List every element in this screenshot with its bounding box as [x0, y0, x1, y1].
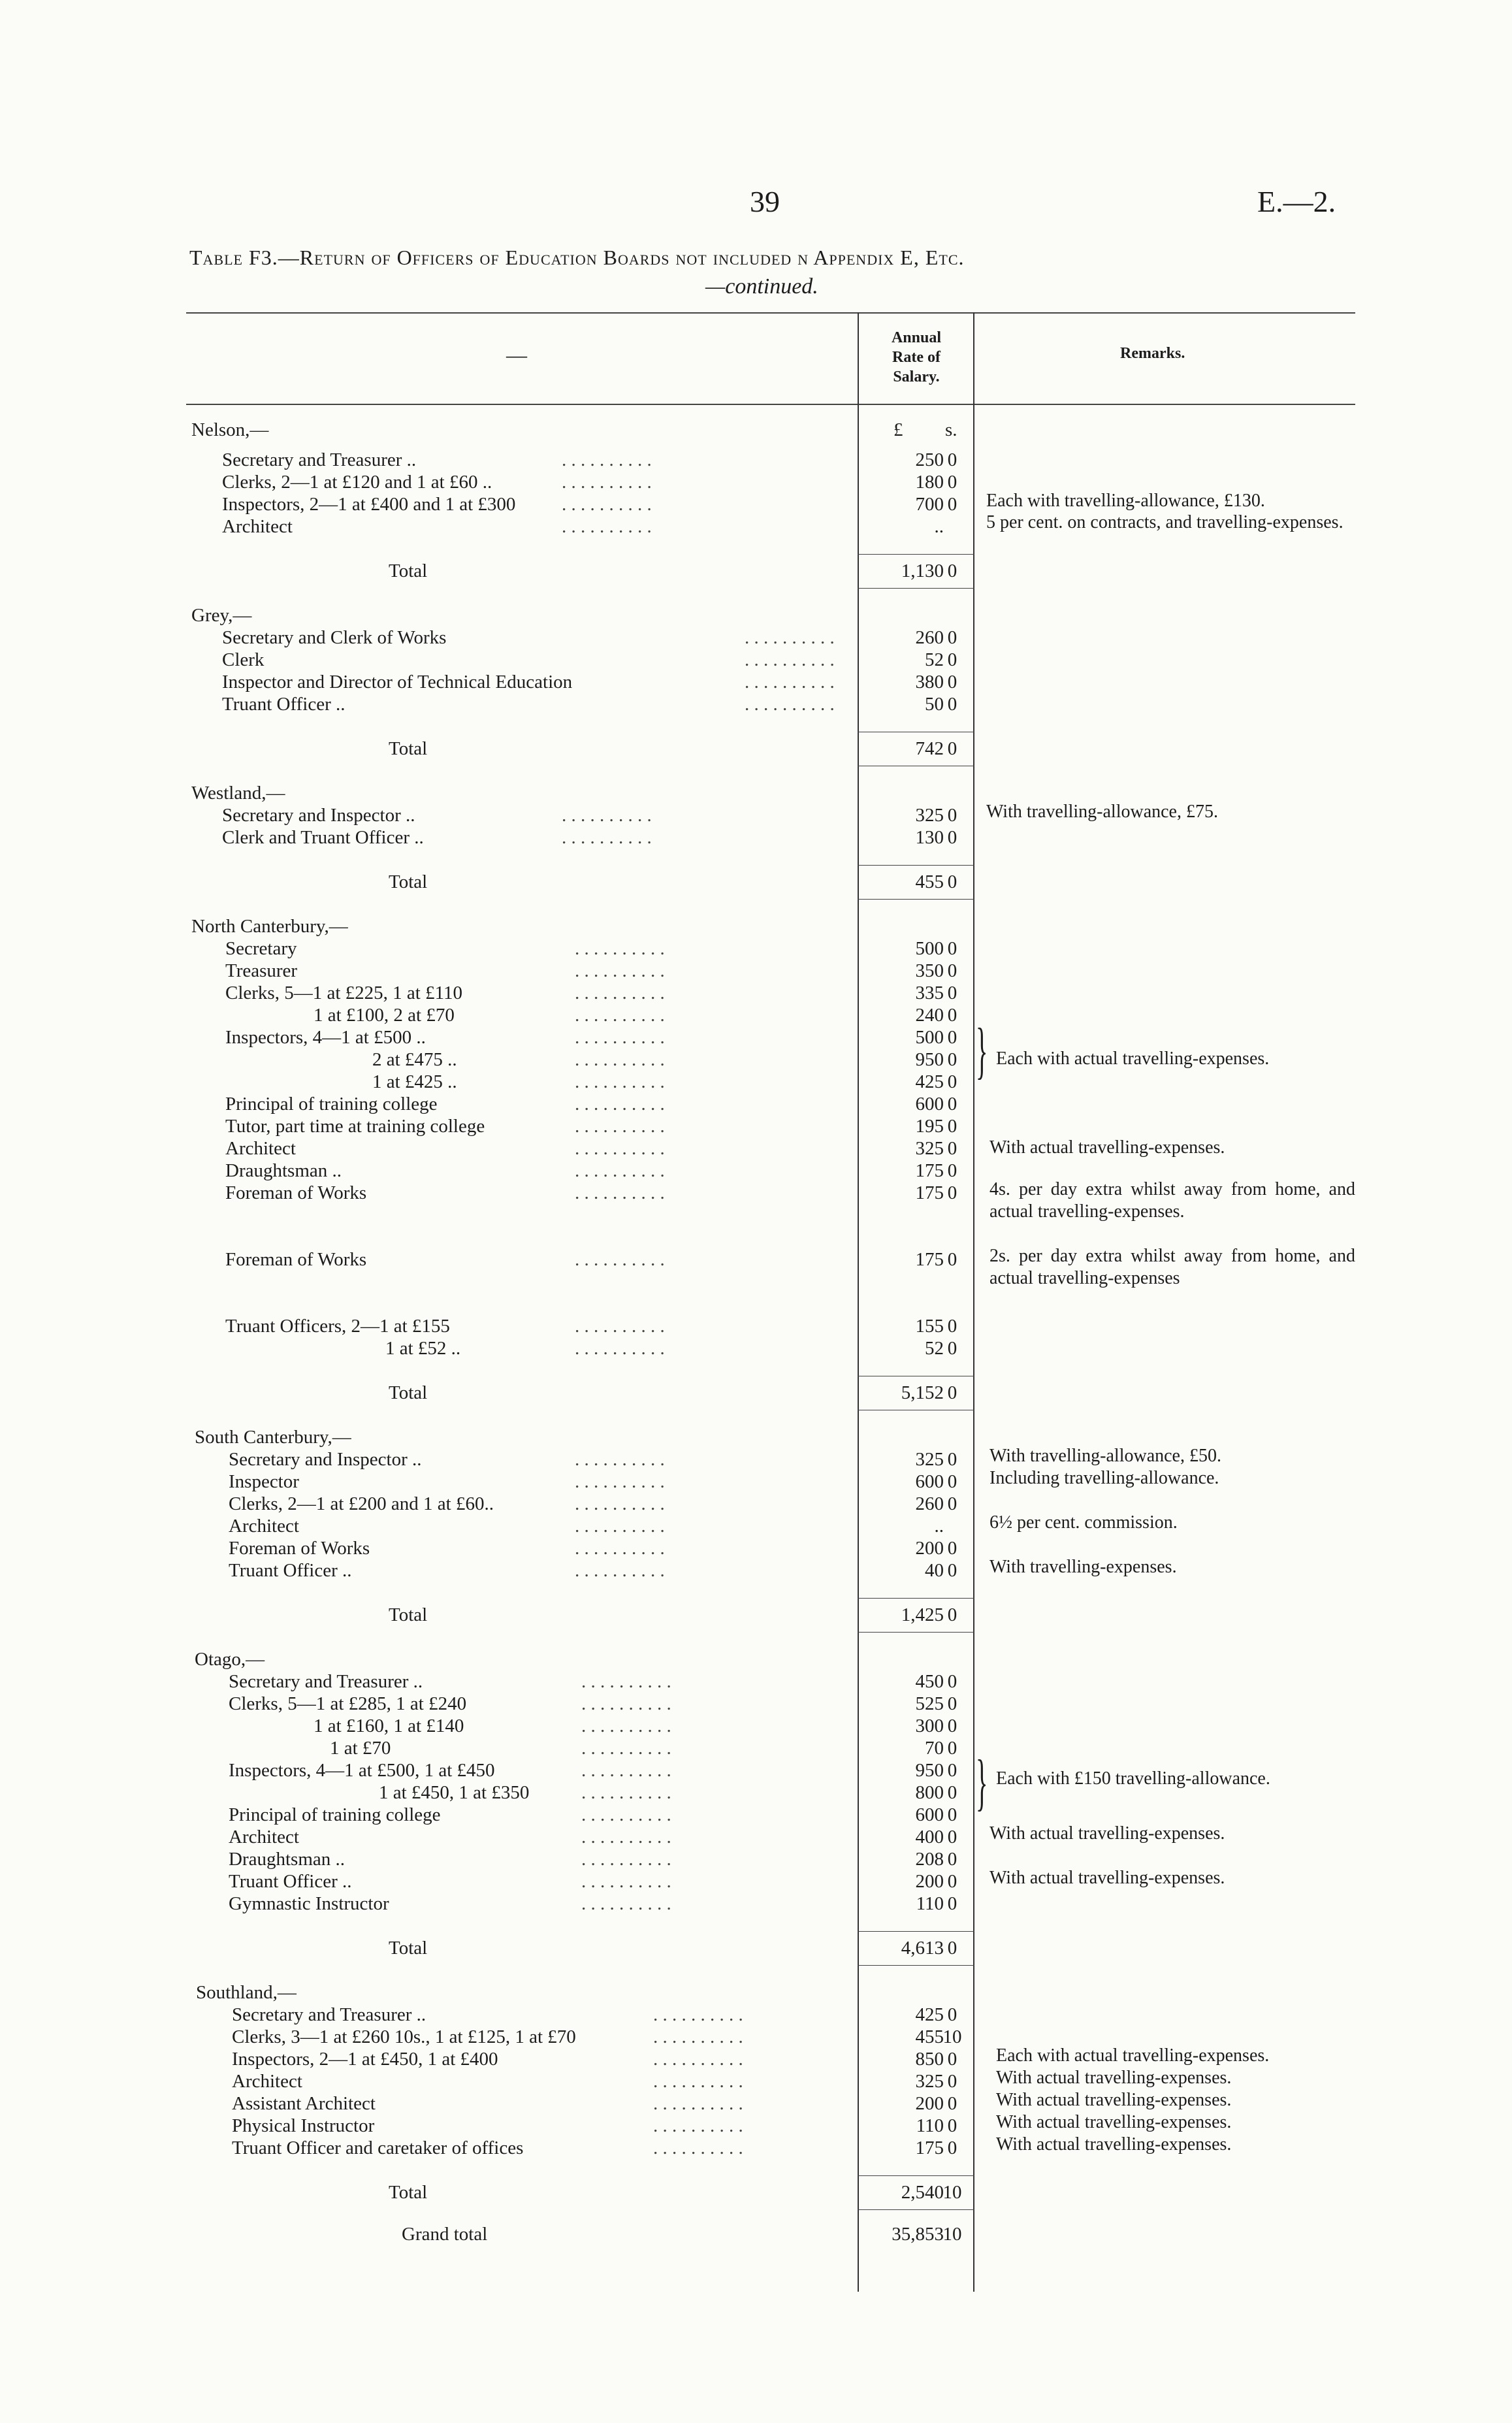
- table-title: Table F3.—Return of Officers of Education Boards not included n Appendix E, Etc.: [189, 246, 965, 269]
- leader-dots: . . . . . . . . . .: [653, 2026, 743, 2047]
- row-pounds: 130: [915, 827, 944, 848]
- row-pounds: 325: [915, 805, 944, 826]
- total-pounds: 742: [915, 738, 944, 759]
- row-shillings: 0: [947, 1493, 957, 1514]
- total-pounds: 1,130: [901, 561, 944, 581]
- row-pounds: 425: [915, 1071, 944, 1092]
- row-shillings: 0: [947, 1738, 957, 1759]
- row-label: Clerks, 2—1 at £200 and 1 at £60..: [229, 1493, 494, 1514]
- row-shillings: 0: [947, 2004, 957, 2025]
- row-label: Secretary: [225, 938, 297, 959]
- total-rule: [858, 554, 974, 555]
- remark: Each with actual travelling-expenses.: [996, 1049, 1270, 1069]
- total-pounds: 5,152: [901, 1382, 944, 1403]
- leader-dots: . . . . . . . . . .: [562, 516, 652, 537]
- total-label: Total: [389, 1938, 428, 1959]
- total-shillings: 0: [947, 561, 957, 581]
- row-shillings: 0: [947, 2071, 957, 2092]
- row-pounds: 525: [915, 1693, 944, 1714]
- row-pounds: 700: [915, 494, 944, 515]
- leader-dots: . . . . . . . . . .: [653, 2071, 743, 2092]
- leader-dots: . . . . . . . . . .: [575, 1538, 665, 1559]
- leader-dots: . . . . . . . . . .: [562, 449, 652, 470]
- row-pounds: 250: [915, 449, 944, 470]
- leader-dots: . . . . . . . . . .: [575, 1049, 665, 1070]
- row-pounds: 950: [915, 1049, 944, 1070]
- row-shillings: 0: [947, 1249, 957, 1270]
- row-shillings: 0: [947, 1182, 957, 1203]
- leader-dots: . . . . . . . . . .: [575, 1560, 665, 1581]
- remark: 5 per cent. on contracts, and travelling-expenses.: [986, 512, 1343, 532]
- total-shillings: 0: [947, 1604, 957, 1625]
- row-shillings: 10: [942, 2026, 962, 2047]
- board-name: Otago,—: [195, 1649, 265, 1670]
- row-shillings: 0: [947, 1782, 957, 1803]
- row-label: Secretary and Treasurer ..: [232, 2004, 426, 2025]
- leader-dots: . . . . . . . . . .: [581, 1782, 671, 1803]
- total-label: Total: [389, 561, 428, 581]
- table-subtitle: —continued.: [705, 274, 818, 299]
- row-label: Architect: [232, 2071, 302, 2092]
- row-label: Truant Officer ..: [229, 1871, 352, 1892]
- row-shillings: 0: [947, 694, 957, 715]
- row-label: Physical Instructor: [232, 2115, 375, 2136]
- row-label: Secretary and Treasurer ..: [229, 1671, 423, 1692]
- row-pounds: 380: [915, 672, 944, 692]
- leader-dots: . . . . . . . . . .: [653, 2093, 743, 2114]
- leader-dots: . . . . . . . . . .: [575, 1249, 665, 1270]
- row-shillings: 0: [947, 960, 957, 981]
- row-pounds: 260: [915, 1493, 944, 1514]
- row-pounds: 195: [915, 1116, 944, 1137]
- row-label: Secretary and Clerk of Works: [222, 627, 447, 648]
- row-shillings: 0: [947, 472, 957, 493]
- row-label: 1 at £450, 1 at £350: [379, 1782, 530, 1803]
- table-top-rule: [186, 312, 1355, 314]
- row-pounds: 52: [925, 1338, 944, 1359]
- row-shillings: 0: [947, 1671, 957, 1692]
- leader-dots: . . . . . . . . . .: [575, 1138, 665, 1159]
- row-shillings: 0: [947, 494, 957, 515]
- row-pounds: 450: [915, 1671, 944, 1692]
- leader-dots: . . . . . . . . . .: [575, 1160, 665, 1181]
- grand-total-pounds: 35,853: [892, 2224, 944, 2245]
- leader-dots: . . . . . . . . . .: [575, 1094, 665, 1114]
- row-label: Clerks, 3—1 at £260 10s., 1 at £125, 1 at £70: [232, 2026, 576, 2047]
- leader-dots: . . . . . . . . . .: [581, 1849, 671, 1870]
- remark: 4s. per day extra whilst away from home, and actual travelling-expenses.: [989, 1179, 1355, 1222]
- grand-total-shillings: 10: [942, 2224, 962, 2245]
- leader-dots: . . . . . . . . . .: [745, 672, 835, 692]
- row-pounds: 325: [915, 1138, 944, 1159]
- row-label: 2 at £475 ..: [372, 1049, 457, 1070]
- row-label: Inspector and Director of Technical Education: [222, 672, 573, 692]
- row-shillings: 0: [947, 1849, 957, 1870]
- row-label: Principal of training college: [225, 1094, 438, 1114]
- leader-dots: . . . . . . . . . .: [575, 1316, 665, 1337]
- leader-dots: . . . . . . . . . .: [745, 627, 835, 648]
- row-pounds: 850: [915, 2049, 944, 2070]
- grand-total-label: Grand total: [402, 2224, 488, 2245]
- row-shillings: 0: [947, 1827, 957, 1847]
- leader-dots: . . . . . . . . . .: [581, 1827, 671, 1847]
- total-shillings: 10: [942, 2182, 962, 2203]
- leader-dots: . . . . . . . . . .: [745, 694, 835, 715]
- row-label: Foreman of Works: [229, 1538, 370, 1559]
- row-shillings: 0: [947, 1471, 957, 1492]
- total-label: Total: [389, 1382, 428, 1403]
- leader-dots: . . . . . . . . . .: [575, 1071, 665, 1092]
- leader-dots: . . . . . . . . . .: [562, 805, 652, 826]
- leader-dots: . . . . . . . . . .: [575, 1027, 665, 1048]
- row-pounds: 70: [925, 1738, 944, 1759]
- row-label: Architect: [229, 1827, 299, 1847]
- remark: Each with travelling-allowance, £130.: [986, 491, 1265, 511]
- row-pounds: 300: [915, 1716, 944, 1736]
- row-pounds: 455: [915, 2026, 944, 2047]
- row-label: Clerks, 5—1 at £285, 1 at £240: [229, 1693, 467, 1714]
- row-label: Foreman of Works: [225, 1182, 367, 1203]
- row-label: Architect: [229, 1516, 299, 1537]
- row-pounds: 200: [915, 2093, 944, 2114]
- total-shillings: 0: [947, 738, 957, 759]
- row-shillings: 0: [947, 827, 957, 848]
- header-description: —: [506, 343, 527, 366]
- leader-dots: . . . . . . . . . .: [745, 649, 835, 670]
- total-shillings: 0: [947, 1382, 957, 1403]
- remark: With travelling-allowance, £75.: [986, 802, 1218, 822]
- row-label: Inspector: [229, 1471, 299, 1492]
- row-label: 1 at £100, 2 at £70: [314, 1005, 455, 1026]
- total-rule: [858, 1632, 974, 1633]
- remark: Each with actual travelling-expenses.: [996, 2045, 1270, 2066]
- row-label: Truant Officer ..: [229, 1560, 352, 1581]
- row-pounds: 335: [915, 983, 944, 1003]
- total-rule: [858, 588, 974, 589]
- leader-dots: . . . . . . . . . .: [575, 1449, 665, 1470]
- row-pounds: 175: [915, 2138, 944, 2158]
- row-label: Tutor, part time at training college: [225, 1116, 485, 1137]
- header-salary-line: Rate of: [892, 349, 941, 366]
- board-name: Nelson,—: [191, 419, 269, 440]
- leader-dots: . . . . . . . . . .: [581, 1760, 671, 1781]
- leader-dots: . . . . . . . . . .: [575, 1516, 665, 1537]
- row-pounds: 155: [915, 1316, 944, 1337]
- row-label: Draughtsman ..: [225, 1160, 342, 1181]
- salary-column-right-rule: [973, 312, 974, 2292]
- row-pounds: 175: [915, 1160, 944, 1181]
- total-label: Total: [389, 2182, 428, 2203]
- row-shillings: 0: [947, 1760, 957, 1781]
- total-label: Total: [389, 1604, 428, 1625]
- row-pounds: ..: [934, 1516, 944, 1537]
- row-shillings: 0: [947, 1138, 957, 1159]
- document-reference: E.—2.: [1257, 185, 1336, 218]
- leader-dots: . . . . . . . . . .: [575, 938, 665, 959]
- total-label: Total: [389, 738, 428, 759]
- remark: With travelling-allowance, £50.: [989, 1446, 1221, 1466]
- leader-dots: . . . . . . . . . .: [575, 1493, 665, 1514]
- leader-dots: . . . . . . . . . .: [653, 2115, 743, 2136]
- leader-dots: . . . . . . . . . .: [562, 494, 652, 515]
- total-shillings: 0: [947, 871, 957, 892]
- row-label: Principal of training college: [229, 1804, 441, 1825]
- row-shillings: 0: [947, 1804, 957, 1825]
- header-remarks: Remarks.: [1120, 345, 1185, 362]
- row-pounds: 110: [916, 2115, 944, 2136]
- row-label: Architect: [222, 516, 293, 537]
- board-name: Southland,—: [196, 1982, 297, 2003]
- row-shillings: 0: [947, 1160, 957, 1181]
- remark: With actual travelling-expenses.: [989, 1823, 1225, 1844]
- row-shillings: 0: [947, 1338, 957, 1359]
- row-pounds: 600: [915, 1471, 944, 1492]
- total-pounds: 2,540: [901, 2182, 944, 2203]
- row-label: Inspectors, 2—1 at £450, 1 at £400: [232, 2049, 498, 2070]
- row-shillings: 0: [947, 1005, 957, 1026]
- row-shillings: 0: [947, 1716, 957, 1736]
- total-rule: [858, 2175, 974, 2176]
- header-salary: [861, 328, 972, 387]
- page-number: 39: [750, 185, 780, 218]
- total-pounds: 1,425: [901, 1604, 944, 1625]
- row-shillings: 0: [947, 983, 957, 1003]
- row-label: 1 at £425 ..: [372, 1071, 457, 1092]
- leader-dots: . . . . . . . . . .: [575, 1338, 665, 1359]
- row-label: Inspectors, 4—1 at £500 ..: [225, 1027, 426, 1048]
- total-rule: [858, 1965, 974, 1966]
- row-shillings: 0: [947, 2138, 957, 2158]
- row-shillings: 0: [947, 627, 957, 648]
- row-pounds: 208: [915, 1849, 944, 1870]
- remark: Including travelling-allowance.: [989, 1468, 1219, 1488]
- row-label: 1 at £70: [330, 1738, 391, 1759]
- row-pounds: 260: [915, 627, 944, 648]
- total-label: Total: [389, 871, 428, 892]
- remark: With travelling-expenses.: [989, 1557, 1177, 1577]
- remark: 2s. per day extra whilst away from home, and actual travelling-expenses: [989, 1246, 1355, 1288]
- leader-dots: . . . . . . . . . .: [575, 1005, 665, 1026]
- row-label: Truant Officers, 2—1 at £155: [225, 1316, 450, 1337]
- brace-icon: }: [976, 1015, 988, 1085]
- remark: With actual travelling-expenses.: [996, 2134, 1232, 2155]
- total-pounds: 4,613: [901, 1938, 944, 1959]
- row-shillings: 0: [947, 649, 957, 670]
- total-shillings: 0: [947, 1938, 957, 1959]
- row-label: Foreman of Works: [225, 1249, 367, 1270]
- row-label: Architect: [225, 1138, 296, 1159]
- row-pounds: 200: [915, 1871, 944, 1892]
- row-pounds: 325: [915, 1449, 944, 1470]
- total-rule: [858, 2209, 974, 2210]
- row-pounds: 325: [915, 2071, 944, 2092]
- row-shillings: 0: [947, 938, 957, 959]
- leader-dots: . . . . . . . . . .: [581, 1738, 671, 1759]
- unit-pounds: £: [893, 419, 903, 440]
- row-shillings: 0: [947, 1893, 957, 1914]
- leader-dots: . . . . . . . . . .: [653, 2049, 743, 2070]
- remark: Each with £150 travelling-allowance.: [996, 1768, 1270, 1789]
- row-label: Secretary and Treasurer ..: [222, 449, 417, 470]
- leader-dots: . . . . . . . . . .: [562, 472, 652, 493]
- total-rule: [858, 1598, 974, 1599]
- row-label: Inspectors, 4—1 at £500, 1 at £450: [229, 1760, 495, 1781]
- row-shillings: 0: [947, 2049, 957, 2070]
- row-shillings: 0: [947, 1071, 957, 1092]
- leader-dots: . . . . . . . . . .: [575, 960, 665, 981]
- total-pounds: 455: [915, 871, 944, 892]
- row-label: Gymnastic Instructor: [229, 1893, 389, 1914]
- row-shillings: 0: [947, 1449, 957, 1470]
- row-shillings: 0: [947, 449, 957, 470]
- row-label: Clerks, 2—1 at £120 and 1 at £60 ..: [222, 472, 492, 493]
- row-pounds: 400: [915, 1827, 944, 1847]
- leader-dots: . . . . . . . . . .: [653, 2138, 743, 2158]
- row-pounds: 600: [915, 1094, 944, 1114]
- row-pounds: 600: [915, 1804, 944, 1825]
- remark: With actual travelling-expenses.: [996, 2112, 1232, 2132]
- row-shillings: 0: [947, 1049, 957, 1070]
- remark: With actual travelling-expenses.: [989, 1868, 1225, 1888]
- leader-dots: . . . . . . . . . .: [575, 1471, 665, 1492]
- leader-dots: . . . . . . . . . .: [581, 1671, 671, 1692]
- unit-shillings: s.: [945, 419, 957, 440]
- row-shillings: 0: [947, 1116, 957, 1137]
- row-pounds: 200: [915, 1538, 944, 1559]
- row-pounds: 500: [915, 1027, 944, 1048]
- row-shillings: 0: [947, 672, 957, 692]
- row-shillings: 0: [947, 1538, 957, 1559]
- row-pounds: 240: [915, 1005, 944, 1026]
- row-pounds: 425: [915, 2004, 944, 2025]
- row-shillings: 0: [947, 1027, 957, 1048]
- board-name: North Canterbury,—: [191, 916, 348, 937]
- row-pounds: ..: [934, 516, 944, 537]
- row-label: 1 at £160, 1 at £140: [314, 1716, 464, 1736]
- total-rule: [858, 899, 974, 900]
- row-shillings: 0: [947, 1094, 957, 1114]
- remark: 6½ per cent. commission.: [989, 1512, 1178, 1533]
- row-pounds: 175: [915, 1249, 944, 1270]
- remark: With actual travelling-expenses.: [989, 1137, 1225, 1158]
- row-label: Secretary and Inspector ..: [229, 1449, 422, 1470]
- row-pounds: 800: [915, 1782, 944, 1803]
- row-shillings: 0: [947, 2093, 957, 2114]
- row-label: Clerk and Truant Officer ..: [222, 827, 424, 848]
- board-name: South Canterbury,—: [195, 1427, 351, 1448]
- leader-dots: . . . . . . . . . .: [575, 1182, 665, 1203]
- row-shillings: 0: [947, 805, 957, 826]
- leader-dots: . . . . . . . . . .: [581, 1804, 671, 1825]
- row-shillings: 0: [947, 1693, 957, 1714]
- row-pounds: 950: [915, 1760, 944, 1781]
- leader-dots: . . . . . . . . . .: [562, 827, 652, 848]
- row-shillings: 0: [947, 1871, 957, 1892]
- row-label: 1 at £52 ..: [385, 1338, 461, 1359]
- leader-dots: . . . . . . . . . .: [581, 1716, 671, 1736]
- row-pounds: 180: [915, 472, 944, 493]
- table-header-rule: [186, 404, 1355, 405]
- row-label: Treasurer: [225, 960, 298, 981]
- leader-dots: . . . . . . . . . .: [575, 1116, 665, 1137]
- row-pounds: 110: [916, 1893, 944, 1914]
- row-pounds: 350: [915, 960, 944, 981]
- row-label: Clerk: [222, 649, 265, 670]
- row-label: Secretary and Inspector ..: [222, 805, 415, 826]
- row-pounds: 50: [925, 694, 944, 715]
- row-label: Inspectors, 2—1 at £400 and 1 at £300: [222, 494, 516, 515]
- board-name: Westland,—: [191, 783, 285, 804]
- row-shillings: 0: [947, 1560, 957, 1581]
- row-pounds: 52: [925, 649, 944, 670]
- row-pounds: 40: [925, 1560, 944, 1581]
- total-rule: [858, 1931, 974, 1932]
- row-pounds: 500: [915, 938, 944, 959]
- leader-dots: . . . . . . . . . .: [653, 2004, 743, 2025]
- board-name: Grey,—: [191, 605, 252, 626]
- row-label: Assistant Architect: [232, 2093, 376, 2114]
- header-salary-line: Salary.: [893, 368, 940, 385]
- brace-icon: }: [976, 1747, 988, 1817]
- row-shillings: 0: [947, 2115, 957, 2136]
- salary-column-left-rule: [858, 312, 859, 2292]
- row-pounds: 175: [915, 1182, 944, 1203]
- leader-dots: . . . . . . . . . .: [581, 1871, 671, 1892]
- remark: With actual travelling-expenses.: [996, 2068, 1232, 2088]
- remark: With actual travelling-expenses.: [996, 2090, 1232, 2110]
- row-label: Truant Officer ..: [222, 694, 346, 715]
- total-rule: [858, 865, 974, 866]
- row-label: Truant Officer and caretaker of offices: [232, 2138, 524, 2158]
- leader-dots: . . . . . . . . . .: [581, 1893, 671, 1914]
- leader-dots: . . . . . . . . . .: [581, 1693, 671, 1714]
- header-salary-line: Annual: [891, 329, 942, 346]
- row-label: Draughtsman ..: [229, 1849, 345, 1870]
- leader-dots: . . . . . . . . . .: [575, 983, 665, 1003]
- row-shillings: 0: [947, 1316, 957, 1337]
- row-label: Clerks, 5—1 at £225, 1 at £110: [225, 983, 462, 1003]
